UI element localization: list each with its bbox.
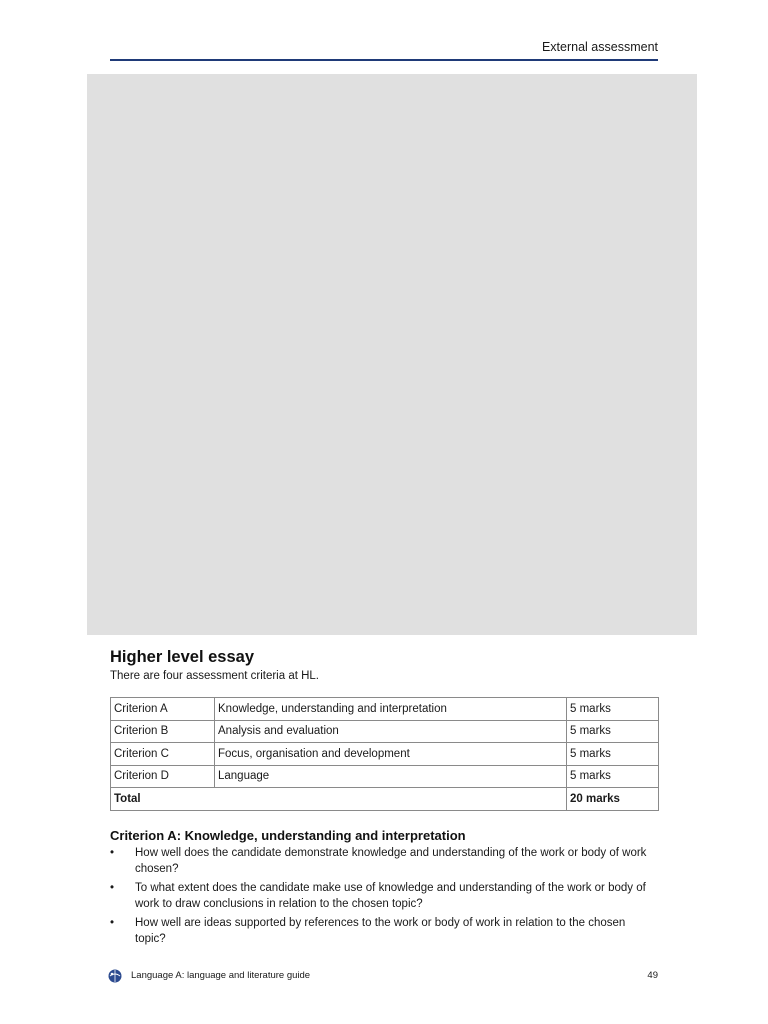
list-item bbox=[110, 915, 658, 947]
question-text: How well does the candidate demonstrate knowledge and understanding of the work or body of work chosen? bbox=[135, 847, 647, 875]
table-total-row bbox=[111, 788, 659, 811]
marks-cell: 5 marks bbox=[567, 720, 659, 743]
marks-cell: 5 marks bbox=[567, 743, 659, 766]
marks-cell: 5 marks bbox=[567, 698, 659, 721]
section-title: Higher level essay bbox=[110, 648, 255, 666]
question-text: How well are ideas supported by references to the work or body of work in relation to the chosen topic? bbox=[135, 917, 626, 945]
description-cell: Analysis and evaluation bbox=[215, 720, 567, 743]
table-row bbox=[111, 743, 659, 766]
running-head: External assessment bbox=[541, 40, 658, 54]
description-cell: Language bbox=[215, 765, 567, 788]
criterion-cell: Criterion D bbox=[111, 765, 215, 788]
criteria-table bbox=[110, 697, 659, 811]
footer-guide-title: Language A: language and literature guide bbox=[131, 970, 311, 981]
section-intro: There are four assessment criteria at HL. bbox=[110, 670, 319, 682]
criterion-cell: Criterion C bbox=[111, 743, 215, 766]
question-text: To what extent does the candidate make use of knowledge and understanding of the work or body of work to draw conclusions in relation to the chosen topic? bbox=[135, 882, 646, 910]
header-rule bbox=[110, 59, 658, 61]
list-item bbox=[110, 845, 658, 877]
criterion-a-questions bbox=[110, 845, 658, 950]
criterion-cell: Criterion B bbox=[111, 720, 215, 743]
table-row bbox=[111, 720, 659, 743]
criterion-a-title: Criterion A: Knowledge, understanding and interpretation bbox=[110, 828, 466, 843]
page-number: 49 bbox=[647, 970, 658, 981]
bullet-icon: • bbox=[110, 847, 115, 859]
bullet-icon: • bbox=[110, 917, 115, 929]
figure-placeholder bbox=[87, 74, 697, 635]
description-cell: Knowledge, understanding and interpretation bbox=[215, 698, 567, 721]
marks-cell: 5 marks bbox=[567, 765, 659, 788]
list-item bbox=[110, 880, 658, 912]
table-row bbox=[111, 698, 659, 721]
description-cell: Focus, organisation and development bbox=[215, 743, 567, 766]
total-label-cell: Total bbox=[111, 788, 567, 811]
total-marks-cell: 20 marks bbox=[567, 788, 659, 811]
criterion-cell: Criterion A bbox=[111, 698, 215, 721]
table-row bbox=[111, 765, 659, 788]
bullet-icon: • bbox=[110, 882, 115, 894]
globe-logo-icon bbox=[108, 969, 122, 983]
